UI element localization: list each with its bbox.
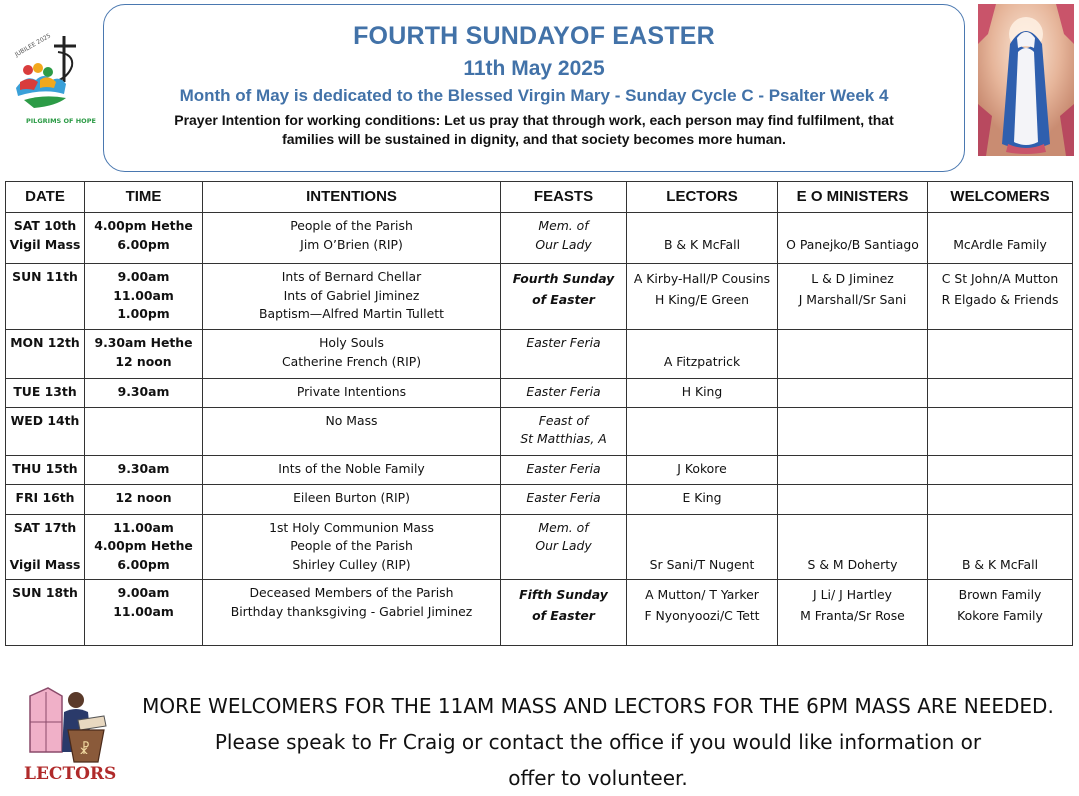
feasts-cell	[501, 456, 627, 485]
time-cell	[85, 213, 203, 264]
lectors-cell	[627, 264, 778, 330]
header-box	[103, 4, 965, 172]
cell-line: No Mass	[325, 412, 378, 428]
volunteer-notice-line-2: Please speak to Fr Craig or contact the office if you would like information or	[214, 730, 982, 754]
time-cell	[85, 456, 203, 485]
cell-line: 9.00am	[117, 585, 170, 601]
cell-line: of Easter	[532, 608, 595, 624]
cell-line: Ints of Bernard Chellar	[281, 269, 422, 285]
cell-line: C St John/A Mutton	[941, 271, 1059, 287]
volunteer-notice-line-1: MORE WELCOMERS FOR THE 11AM MASS AND LECTORS FOR THE 6PM MASS ARE NEEDED.	[142, 694, 1054, 718]
time-cell	[85, 580, 203, 646]
feasts-cell	[501, 485, 627, 514]
virgin-mary-image	[978, 4, 1074, 156]
cell-line: SAT 10th	[13, 218, 77, 233]
intentions-cell	[203, 485, 501, 514]
month-dedication: Month of May is dedicated to the Blessed Virgin Mary - Sunday Cycle C - Psalter Week 4	[179, 86, 889, 105]
eo-ministers-cell	[778, 456, 928, 485]
mass-schedule-table	[5, 181, 1073, 646]
cell-line: J Li/ J Hartley	[813, 587, 892, 603]
cell-line: Eileen Burton (RIP)	[293, 490, 410, 506]
cell-line: MON 12th	[10, 335, 80, 351]
cell-line: 4.00pm Hethe	[94, 218, 193, 233]
cell-line: Our Lady	[535, 538, 592, 554]
cell-line: 12 noon	[115, 490, 172, 506]
prayer-intention	[136, 111, 932, 149]
feasts-cell	[501, 514, 627, 580]
cell-line: 11.00am	[113, 287, 174, 303]
lectors-cell	[627, 580, 778, 646]
blank-line	[778, 519, 927, 538]
eo-ministers-cell	[778, 264, 928, 330]
prayer-intention-line-1: Prayer Intention for working conditions: Let us pray that through work, each person may find fulfilment, that	[174, 112, 894, 128]
table-row	[6, 456, 1073, 485]
cell-line: People of the Parish	[290, 218, 413, 233]
time-cell	[85, 514, 203, 580]
table-row	[6, 407, 1073, 455]
cell-line: McArdle Family	[953, 236, 1047, 252]
cell-line: 6.00pm	[117, 236, 170, 252]
lectors-cell	[627, 407, 778, 455]
table-row	[6, 330, 1073, 378]
time-cell	[85, 407, 203, 455]
date-cell	[6, 485, 85, 514]
eo-ministers-cell	[778, 213, 928, 264]
eo-ministers-cell	[778, 580, 928, 646]
table-row	[6, 485, 1073, 514]
cell-line: A Kirby-Hall/P Cousins	[633, 271, 771, 287]
blank-line	[627, 537, 777, 556]
column-header-time: TIME	[85, 182, 203, 213]
blank-line	[6, 537, 84, 556]
cell-line: J Marshall/Sr Sani	[798, 292, 907, 308]
cell-line: R Elgado & Friends	[941, 292, 1059, 308]
cell-line: A Mutton/ T Yarker	[645, 587, 759, 603]
cell-line: 1.00pm	[117, 306, 170, 322]
column-header-date: DATE	[6, 182, 85, 213]
cell-line: Easter Feria	[526, 383, 601, 399]
lectors-image-caption: LECTORS	[24, 764, 117, 784]
time-cell	[85, 378, 203, 407]
cell-line: Easter Feria	[526, 490, 601, 506]
page-date: 11th May 2025	[463, 57, 605, 80]
welcomers-cell	[928, 213, 1073, 264]
svg-text:☧: ☧	[79, 742, 90, 758]
intentions-cell	[203, 330, 501, 378]
cell-line: 12 noon	[115, 353, 172, 369]
cell-line: J Kokore	[677, 461, 727, 477]
cell-line: Deceased Members of the Parish	[249, 585, 454, 601]
welcomers-cell	[928, 456, 1073, 485]
cell-line: St Matthias, A	[520, 431, 607, 447]
cell-line: Baptism—Alfred Martin Tullett	[259, 306, 444, 322]
feasts-cell	[501, 580, 627, 646]
column-header-intentions: INTENTIONS	[203, 182, 501, 213]
cell-line: SUN 11th	[12, 269, 78, 285]
table-row	[6, 580, 1073, 646]
cell-line: 9.00am	[117, 269, 170, 285]
lectors-image	[22, 686, 130, 784]
cell-line: 6.00pm	[117, 556, 170, 572]
cell-line: B & K McFall	[961, 556, 1039, 572]
cell-line: THU 15th	[12, 461, 78, 477]
blank-line	[778, 537, 927, 556]
cell-line: Holy Souls	[319, 335, 384, 351]
cell-line: Fifth Sunday	[519, 587, 608, 603]
intentions-cell	[203, 213, 501, 264]
table-row	[6, 378, 1073, 407]
volunteer-notice-line-3: offer to volunteer.	[508, 766, 688, 790]
cell-line: Our Lady	[535, 236, 592, 252]
cell-line: Fourth Sunday	[512, 271, 615, 287]
eo-ministers-cell	[778, 330, 928, 378]
date-cell	[6, 456, 85, 485]
table-row	[6, 213, 1073, 264]
cell-line: F Nyonyoozi/C Tett	[644, 608, 760, 624]
cell-line: H King	[681, 383, 723, 399]
eo-ministers-cell	[778, 485, 928, 514]
cell-line: Catherine French (RIP)	[281, 353, 422, 369]
cell-line: Vigil Mass	[9, 556, 81, 572]
time-cell	[85, 330, 203, 378]
svg-text:PILGRIMS OF HOPE: PILGRIMS OF HOPE	[26, 117, 96, 125]
welcomers-cell	[928, 264, 1073, 330]
date-cell	[6, 580, 85, 646]
welcomers-cell	[928, 407, 1073, 455]
lectors-cell	[627, 213, 778, 264]
intentions-cell	[203, 514, 501, 580]
column-header-lectors: LECTORS	[627, 182, 778, 213]
blank-line	[928, 519, 1072, 538]
date-cell	[6, 407, 85, 455]
cell-line: O Panejko/B Santiago	[786, 236, 919, 252]
cell-line: Birthday thanksgiving - Gabriel Jiminez	[230, 603, 473, 619]
feasts-cell	[501, 330, 627, 378]
cell-line: Sr Sani/T Nugent	[649, 556, 755, 572]
cell-line: Vigil Mass	[9, 236, 81, 252]
welcomers-cell	[928, 514, 1073, 580]
page-title: FOURTH SUNDAYOF EASTER	[353, 22, 715, 50]
cell-line: 1st Holy Communion Mass	[269, 519, 434, 535]
time-cell	[85, 264, 203, 330]
prayer-intention-line-2: families will be sustained in dignity, and that society becomes more human.	[282, 131, 786, 147]
column-header-eo-ministers: E O MINISTERS	[778, 182, 928, 213]
blank-line	[928, 217, 1072, 236]
lectors-cell	[627, 378, 778, 407]
cell-line: Shirley Culley (RIP)	[292, 556, 411, 572]
date-cell	[6, 514, 85, 580]
cell-line: Mem. of	[538, 519, 589, 535]
blank-line	[627, 217, 777, 236]
cell-line: WED 14th	[10, 412, 80, 428]
time-cell	[85, 485, 203, 514]
cell-line: Private Intentions	[296, 383, 407, 399]
feasts-cell	[501, 264, 627, 330]
cell-line: 4.00pm Hethe	[94, 538, 193, 554]
date-cell	[6, 378, 85, 407]
volunteer-notice	[132, 688, 1064, 796]
cell-line: Kokore Family	[957, 608, 1043, 624]
blank-line	[627, 334, 777, 353]
cell-line: S & M Doherty	[807, 556, 898, 572]
welcomers-cell	[928, 330, 1073, 378]
blank-line	[778, 217, 927, 236]
cell-line: Ints of the Noble Family	[278, 461, 425, 477]
cell-line: FRI 16th	[15, 490, 75, 506]
cell-line: M Franta/Sr Rose	[800, 608, 905, 624]
welcomers-cell	[928, 378, 1073, 407]
date-cell	[6, 330, 85, 378]
cell-line: 9.30am Hethe	[94, 335, 193, 351]
table-header-row	[6, 182, 1073, 213]
cell-line: Feast of	[538, 412, 589, 428]
cell-line: Ints of Gabriel Jiminez	[283, 287, 420, 303]
lectors-cell	[627, 485, 778, 514]
eo-ministers-cell	[778, 514, 928, 580]
blank-line	[928, 537, 1072, 556]
column-header-welcomers: WELCOMERS	[928, 182, 1073, 213]
cell-line: B & K McFall	[663, 236, 741, 252]
feasts-cell	[501, 378, 627, 407]
cell-line: Easter Feria	[526, 335, 601, 351]
intentions-cell	[203, 580, 501, 646]
intentions-cell	[203, 407, 501, 455]
lectors-cell	[627, 514, 778, 580]
welcomers-cell	[928, 580, 1073, 646]
feasts-cell	[501, 407, 627, 455]
table-row	[6, 264, 1073, 330]
date-cell	[6, 264, 85, 330]
cell-line: Easter Feria	[526, 461, 601, 477]
cell-line: Mem. of	[538, 218, 589, 233]
cell-line: 11.00am	[113, 603, 174, 619]
date-cell	[6, 213, 85, 264]
eo-ministers-cell	[778, 407, 928, 455]
column-header-feasts: FEASTS	[501, 182, 627, 213]
lectors-cell	[627, 330, 778, 378]
cell-line: 11.00am	[113, 519, 174, 535]
cell-line: H King/E Green	[654, 292, 749, 308]
welcomers-cell	[928, 485, 1073, 514]
cell-line: TUE 13th	[13, 383, 77, 399]
intentions-cell	[203, 264, 501, 330]
cell-line: 9.30am	[117, 461, 170, 477]
cell-line: People of the Parish	[290, 538, 413, 554]
feasts-cell	[501, 213, 627, 264]
intentions-cell	[203, 378, 501, 407]
cell-line: 9.30am	[117, 383, 170, 399]
cell-line: Brown Family	[958, 587, 1042, 603]
blank-line	[627, 519, 777, 538]
cell-line: SAT 17th	[13, 519, 77, 535]
cell-line: of Easter	[532, 292, 595, 308]
cell-line: Jim O’Brien (RIP)	[300, 236, 403, 252]
cell-line: L & D Jiminez	[811, 271, 894, 287]
lectors-cell	[627, 456, 778, 485]
cell-line: A Fitzpatrick	[663, 353, 741, 369]
intentions-cell	[203, 456, 501, 485]
cell-line: SUN 18th	[12, 585, 78, 601]
svg-text:JUBILEE 2025: JUBILEE 2025	[13, 32, 53, 59]
cell-line: E King	[682, 490, 722, 506]
eo-ministers-cell	[778, 378, 928, 407]
table-row	[6, 514, 1073, 580]
jubilee-logo	[4, 30, 100, 130]
